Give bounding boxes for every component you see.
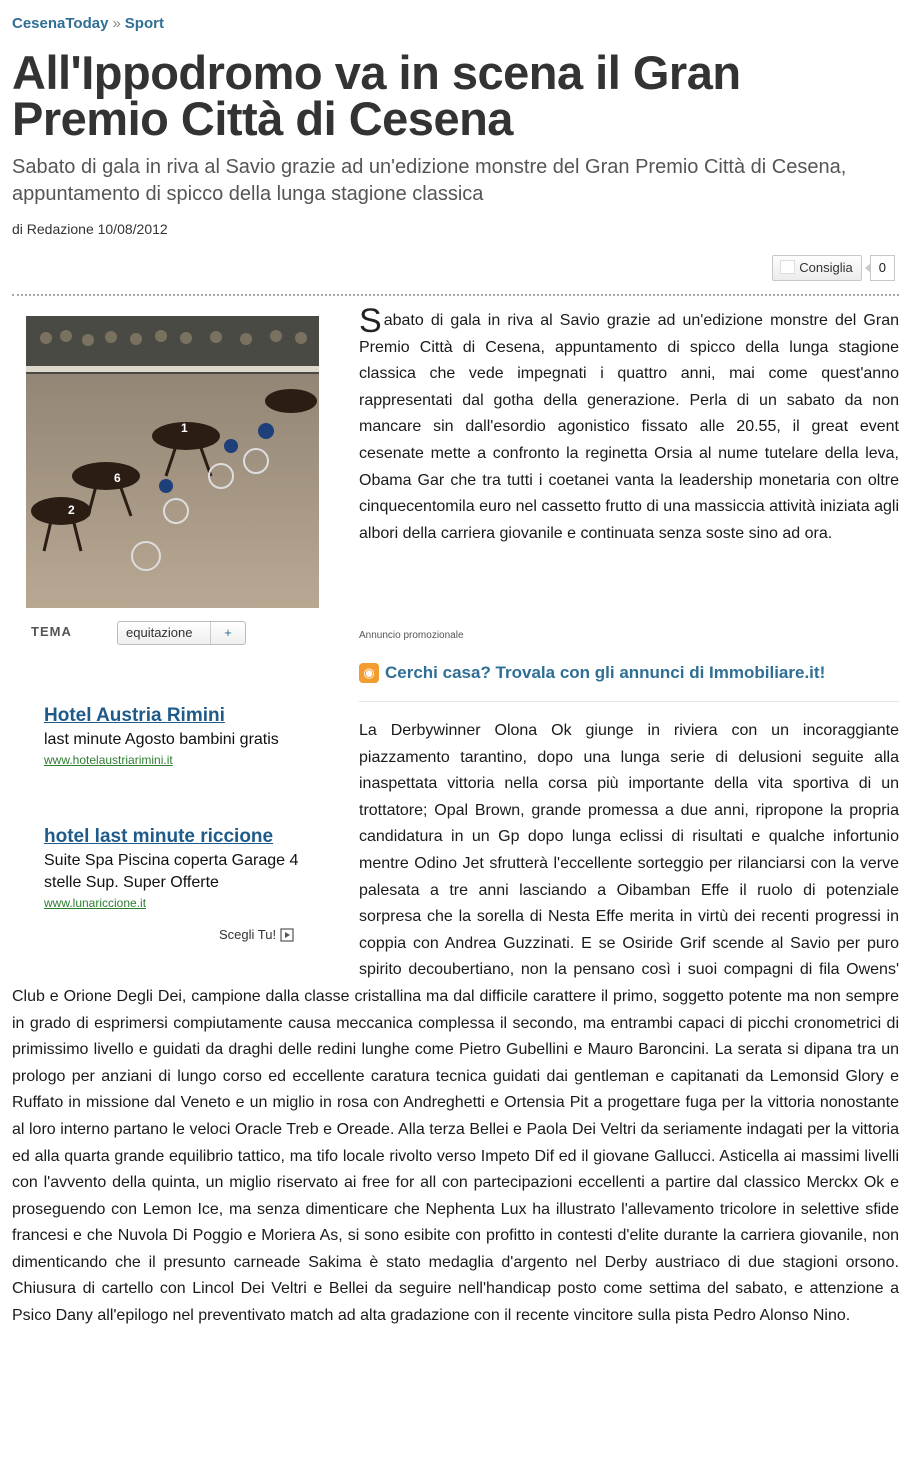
breadcrumb-section[interactable]: Sport	[124, 15, 164, 32]
article-title: All'Ippodromo va in scena il Gran Premio Città di Cesena	[12, 46, 741, 145]
tag-label[interactable]: equitazione	[118, 622, 211, 644]
article-lead	[359, 302, 899, 547]
article-body	[12, 718, 899, 1330]
breadcrumb-site[interactable]: CesenaToday	[12, 15, 109, 32]
harness-racing-photo	[26, 316, 319, 608]
bib-number: 6	[114, 471, 121, 485]
breadcrumb-separator: »	[112, 15, 121, 32]
immobiliare-icon: ◉	[359, 663, 379, 683]
drop-cap: S	[359, 302, 382, 340]
ad-url[interactable]: www.hotelaustriarimini.it	[44, 753, 173, 767]
bib-number: 1	[181, 421, 188, 435]
promo-link[interactable]	[359, 663, 825, 683]
ad-description: Suite Spa Piscina coperta Garage 4 stelle Sup. Super Offerte	[44, 852, 299, 891]
breadcrumb	[12, 15, 164, 32]
ad-title[interactable]: hotel last minute riccione	[44, 826, 274, 847]
tema-label: TEMA	[31, 624, 72, 639]
lead-text: abato di gala in riva al Savio grazie ad un'edizione monstre del Gran Premio Città di Cesena, appuntamento di spicco della lunga stagione classica che vede impegnati i quattro anni, mai come quest'anno rappresentati dal gotha della generazione. Perla di un sabato da non mancare sin dall'esordio agonistico fissato alle 20.55, il great event cesenate mette a confronto la reginetta Orsia al nume tutelare della leva, Obama Gar che tra tutti i coetanei vanta la leadership monetaria con oltre cinquecentomila euro nel cassetto frutto di una massiccia attività iniziata agli albori della carriera giovanile e continuata senza soste sino ad ora.	[359, 312, 899, 542]
body-float-spacer	[12, 718, 359, 982]
tag-add-button[interactable]: +	[224, 625, 232, 640]
header-divider	[12, 294, 899, 296]
promo-text[interactable]: Cerchi casa? Trovala con gli annunci di Immobiliare.it!	[385, 663, 826, 682]
ad-url[interactable]: www.lunariccione.it	[44, 896, 147, 910]
like-count: 0	[870, 255, 895, 281]
bib-number: 2	[68, 503, 75, 517]
ad-title[interactable]: Hotel Austria Rimini	[44, 705, 225, 726]
tag-button[interactable]	[117, 621, 246, 645]
ad-choice-label: Scegli Tu!	[219, 927, 277, 942]
like-button-label: Consiglia	[799, 260, 853, 275]
article-byline: di Redazione 10/08/2012	[12, 221, 168, 237]
article-photo[interactable]	[26, 316, 319, 608]
promo-divider	[359, 701, 899, 702]
body-text: La Derbywinner Olona Ok giunge in riviera con un incoraggiante piazzamento tarantino, dopo una lunga serie di delusioni seguite alla inaspettata vittoria nella corsa più importante della vita sportiva di un trottatore; Opal Brown, grande promessa a due anni, ripropone la propria candidatura in un Gp dopo lunga eclissi di risultati e qualche infortunio mentre Odino Jet sfrutterà l'eccellente sorteggio per rilanciarsi con la verve palesata a tre anni lasciando a Oibamban Effe il ruolo di potenziale sorpresa che la sorella di Nesta Effe merita in virtù dei recenti progressi in coppia con Andrea Guzzinati. E se Osiride Grif scende al Savio per puro spirito decoubertiano, non la pensano così i suoi compagni di fila Owens' Club e Orione Degli Dei, campione dalla classe cristallina ma dal difficile carattere il primo, soggetto potente ma non sempre in grado di esprimersi compiutamente causa meccanica complessa il secondo, ma entrambi capaci di picchi cronometrici di primissimo livello e guidati da draghi delle redini lunghe come Pietro Gubellini e Mauro Baroncini. La serata si dipana tra un prologo per anziani di lungo corso ed eccellente caratura tecnica guidati dai gentleman e capitanati da Lemonsid Glory e Ruffato in missione dal Veneto e un miglio in rosa con Andreghetti e Ortensia Pit a progettare fuga per la vittoria nonostante al loro interno partano le veloci Oracle Treb e Oreade. Alla terza Bellei e Paola Dei Veltri da seriamente indagati per la vittoria ed alla quarta grande equilibrio tattico, ma tifo locale rivolto verso Impeto Dif ed il giovane Gallucci. Asticella ai massimi livelli con l'avvento della quinta, un miglio riservato ai free for all con partecipazioni eccellenti a partire dal classico Merckx Ok e proseguendo con Lemon Ice, ma senza dimenticare che Nephenta Lux ha illustrato l'allevamento tricolore in selettive sfide francesi e che Nuvola Di Poggio e Moriera As, si sono esibite con profitto in contesti d'elite durante la carriera giovanile, non dimenticando che il presunto carneade Sakima è stato medaglia d'argento nel Derby austriaco di due stagioni orsono. Chiusura di cartello con Lincol Dei Veltri e Bellei da seguire nell'handicap posto come settima del sabato, e attenzione a Psico Dany all'epilogo nel preventivato match ad alta gradazione con il recente vincitore sulla pista Pedro Alonso Nino.	[12, 722, 899, 1325]
thumbs-up-icon	[780, 260, 795, 274]
ad-description: last minute Agosto bambini gratis	[44, 731, 279, 748]
facebook-like-widget	[772, 255, 895, 281]
article-subtitle: Sabato di gala in riva al Savio grazie ad un'edizione monstre del Gran Premio Città di Cesena, appuntamento di spicco della lunga stagione classica	[12, 156, 847, 205]
promo-label: Annuncio promozionale	[359, 630, 464, 641]
like-button[interactable]	[772, 255, 861, 281]
